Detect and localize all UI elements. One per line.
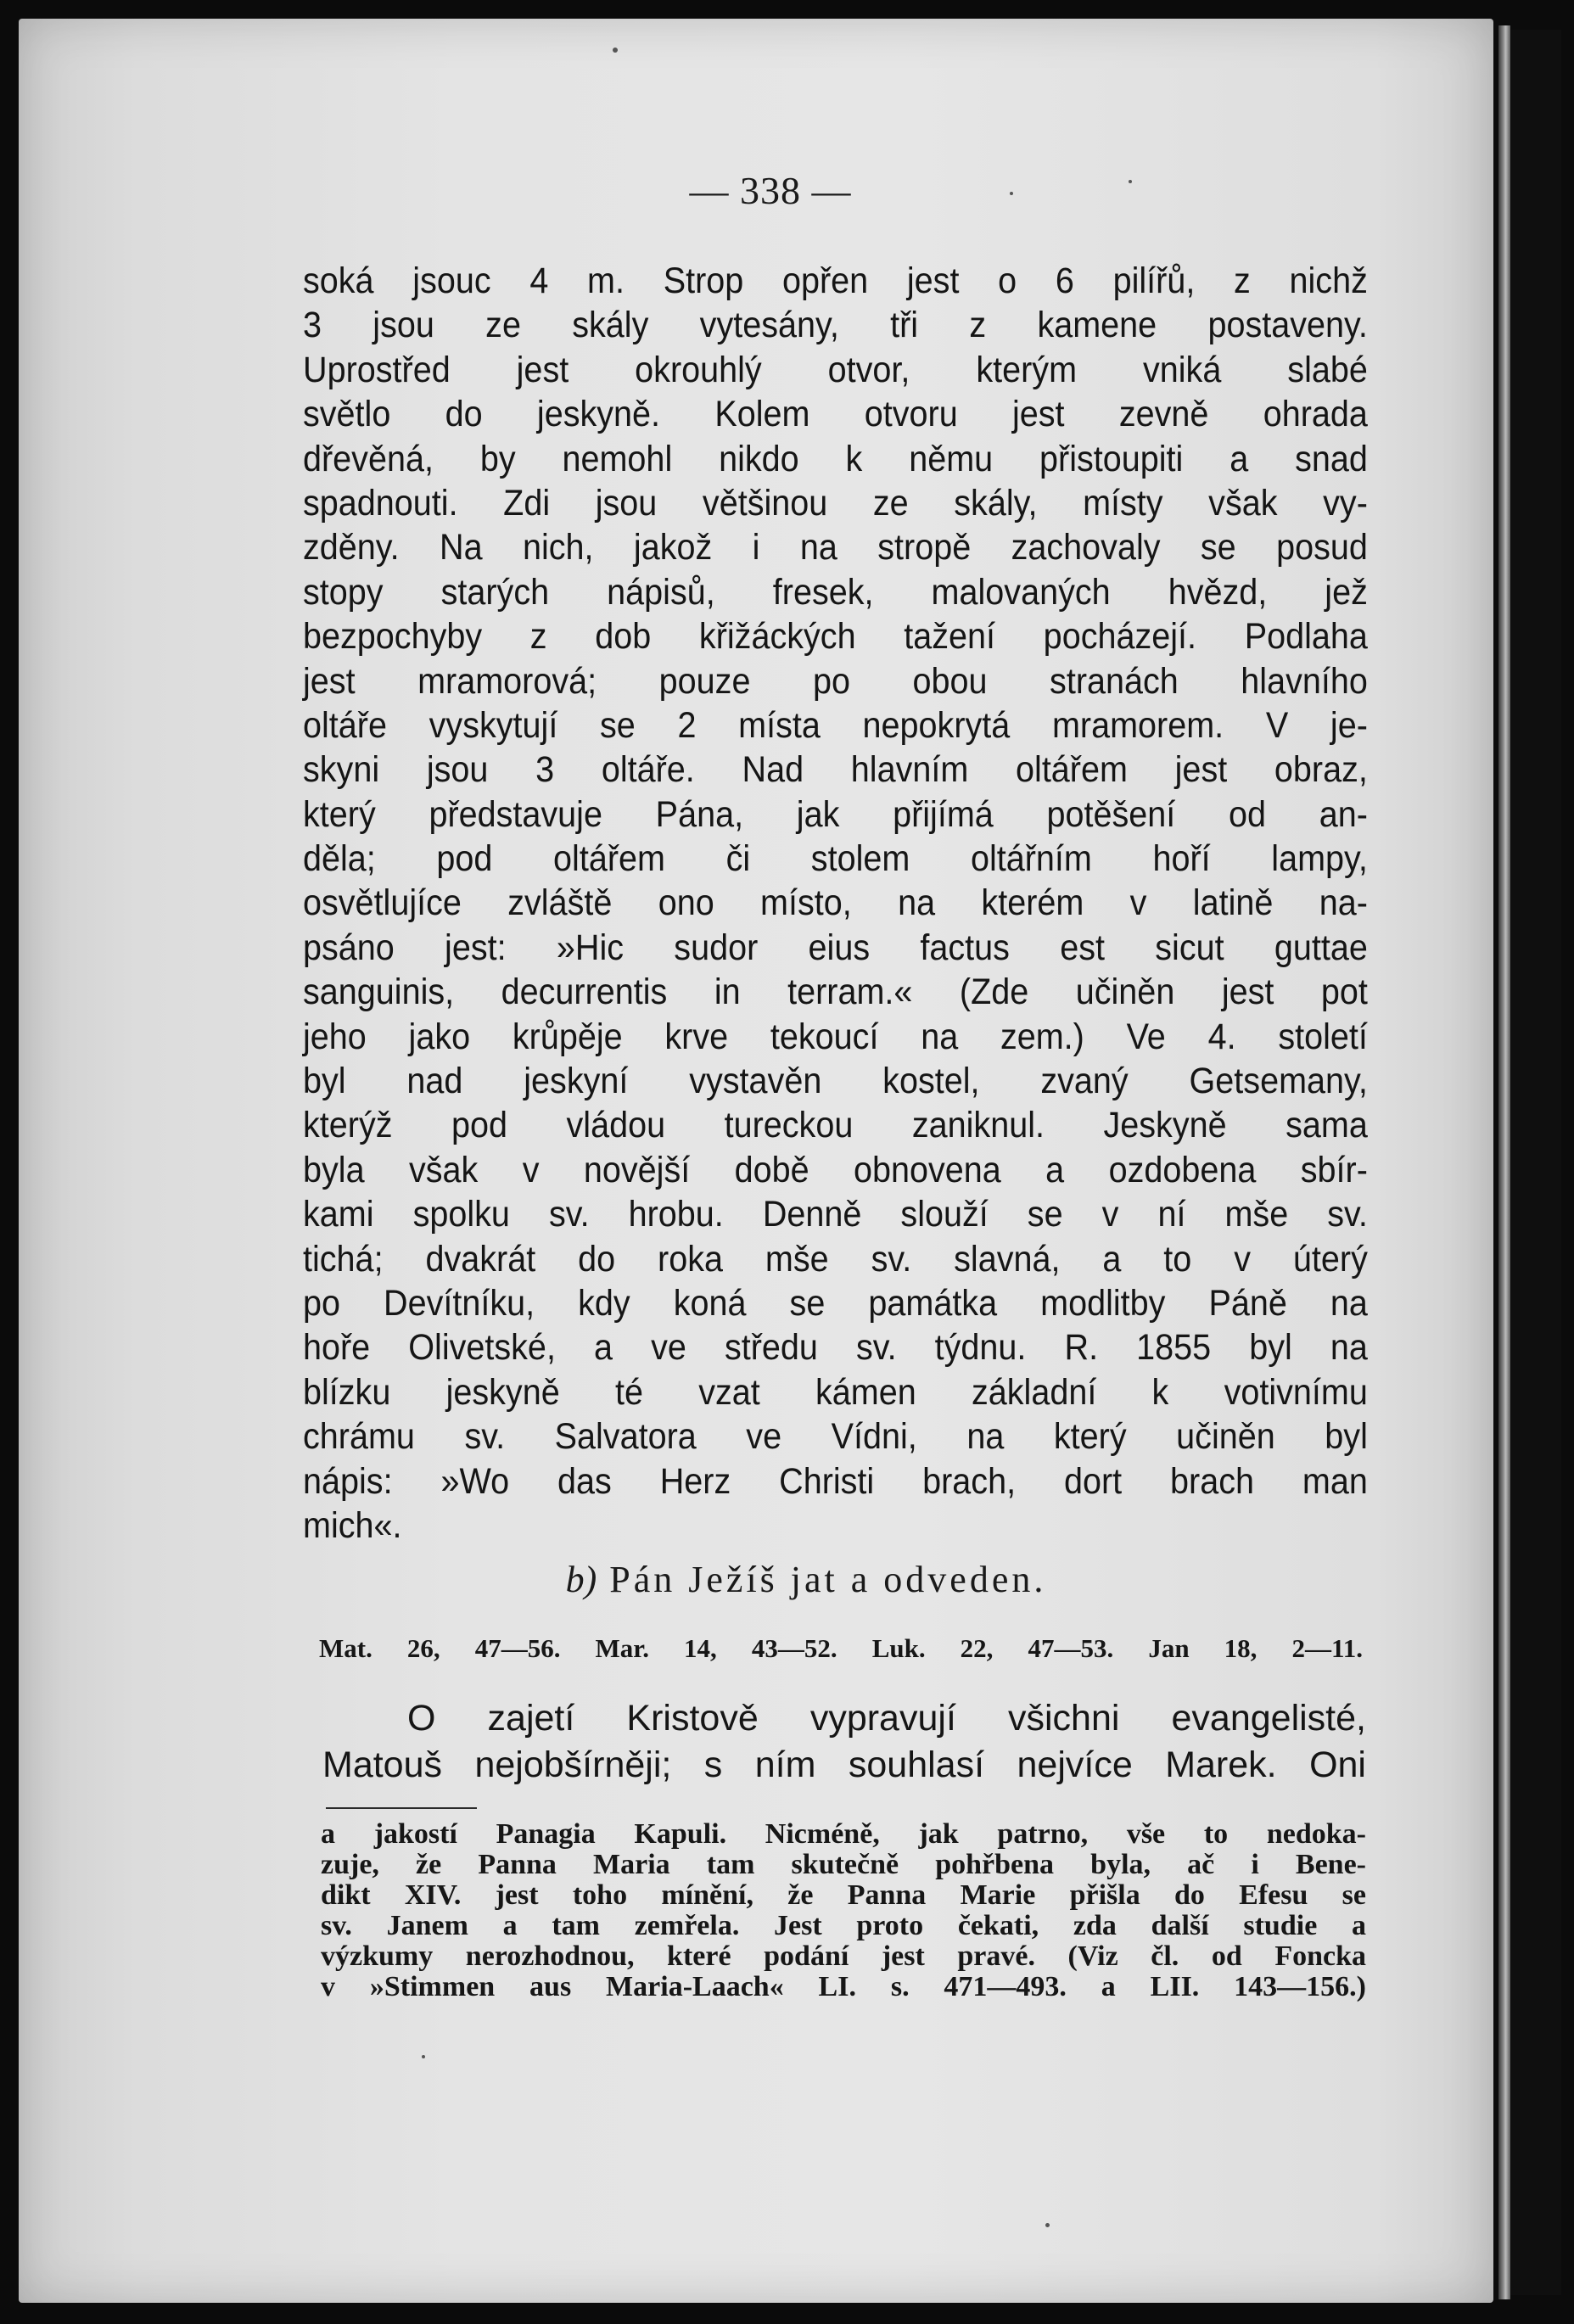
section-title: Pán Ježíš jat a odveden. xyxy=(609,1559,1047,1600)
dust-speck xyxy=(1010,192,1013,195)
text-line: po Devítníku, kdy koná se památka modlitby Páně na xyxy=(303,1282,1368,1324)
text-line: světlo do jeskyně. Kolem otvoru jest zevně ohrada xyxy=(303,394,1368,435)
text-line: dřevěná, by nemohl nikdo k němu přistoupiti a snad xyxy=(303,438,1368,479)
text-line: zuje, že Panna Maria tam skutečně pohřbena byla, ač i Bene- xyxy=(321,1849,1366,1880)
text-line: Uprostřed jest okrouhlý otvor, kterým vniká slabé xyxy=(303,349,1368,390)
text-line: kterýž pod vládou tureckou zaniknul. Jeskyně sama xyxy=(303,1105,1368,1146)
adjacent-page-edge xyxy=(1510,30,1561,2295)
text-line: kami spolku sv. hrobu. Denně slouží se v ní mše sv. xyxy=(303,1194,1368,1235)
text-line: blízku jeskyně té vzat kámen základní k votivnímu xyxy=(303,1371,1368,1413)
text-line: psáno jest: »Hic sudor eius factus est sicut guttae xyxy=(303,927,1368,968)
paragraph-two xyxy=(322,1695,1366,1789)
gospel-references: Mat. 26, 47—56. Mar. 14, 43—52. Luk. 22, 47—53. Jan 18, 2—11. xyxy=(319,1633,1363,1663)
dust-speck xyxy=(422,2055,425,2058)
text-line: O zajetí Kristově vypravují všichni evangelisté, xyxy=(407,1698,1366,1739)
footnote-divider xyxy=(326,1807,477,1809)
text-line: chrámu sv. Salvatora ve Vídni, na který učiněn byl xyxy=(303,1416,1368,1458)
text-line: děla; pod oltářem či stolem oltářním hoří lampy, xyxy=(303,838,1368,880)
section-heading xyxy=(0,1558,1574,1601)
text-line: skyni jsou 3 oltáře. Nad hlavním oltářem jest obraz, xyxy=(303,749,1368,791)
text-line: dikt XIV. jest toho mínění, že Panna Marie přišla do Efesu se xyxy=(321,1879,1366,1911)
body-text xyxy=(303,259,1368,1548)
text-line: spadnouti. Zdi jsou většinou ze skály, místy však vy- xyxy=(303,482,1368,524)
text-line: hoře Olivetské, a ve středu sv. týdnu. R. 1855 byl na xyxy=(303,1327,1368,1369)
text-line: stopy starých nápisů, fresek, malovaných hvězd, jež xyxy=(303,571,1368,613)
text-line: bezpochyby z dob křižáckých tažení pocházejí. Podlaha xyxy=(303,616,1368,658)
footnote xyxy=(321,1819,1366,2002)
text-line: osvětlujíce zvláště ono místo, na kterém v latině na- xyxy=(303,882,1368,924)
page-number: — 338 — xyxy=(689,169,852,212)
text-line: jest mramorová; pouze po obou stranách hlavního xyxy=(303,660,1368,702)
text-line: sanguinis, decurrentis in terram.« (Zde učiněn jest pot xyxy=(303,972,1368,1013)
text-line: soká jsouc 4 m. Strop opřen jest o 6 pilířů, z nichž xyxy=(303,260,1368,301)
text-line: výzkumy nerozhodnou, které podání jest pravé. (Viz čl. od Foncka xyxy=(321,1940,1366,1972)
section-letter: b) xyxy=(565,1559,597,1600)
dust-speck xyxy=(1045,2223,1050,2227)
text-line: zděny. Na nich, jakož i na stropě zachovaly se posud xyxy=(303,527,1368,568)
text-line: v »Stimmen aus Maria-Laach« LI. s. 471—493. a LII. 143—156.) xyxy=(321,1971,1366,2002)
book-gutter xyxy=(1498,25,1510,2299)
text-line: Matouš nejobšírněji; s ním souhlasí nejvíce Marek. Oni xyxy=(322,1744,1366,1785)
text-line: oltáře vyskytují se 2 místa nepokrytá mramorem. V je- xyxy=(303,704,1368,746)
text-line: sv. Janem a tam zemřela. Jest proto čekati, zda další studie a xyxy=(321,1910,1366,1941)
text-line: 3 jsou ze skály vytesány, tři z kamene postaveny. xyxy=(303,305,1368,346)
text-line: který představuje Pána, jak přijímá potěšení od an- xyxy=(303,793,1368,835)
dust-speck xyxy=(1129,180,1132,183)
text-line: jeho jako krůpěje krve tekoucí na zem.) Ve 4. století xyxy=(303,1016,1368,1057)
text-line: nápis: »Wo das Herz Christi brach, dort brach man xyxy=(303,1460,1368,1502)
text-line: byla však v novější době obnovena a ozdobena sbír- xyxy=(303,1149,1368,1190)
text-line: byl nad jeskyní vystavěn kostel, zvaný Getsemany, xyxy=(303,1061,1368,1102)
text-line: mich«. xyxy=(303,1504,402,1546)
dust-speck xyxy=(613,48,618,53)
text-line: a jakostí Panagia Kapuli. Nicméně, jak patrno, vše to nedoka- xyxy=(321,1818,1366,1850)
text-line: tichá; dvakrát do roka mše sv. slavná, a to v úterý xyxy=(303,1238,1368,1280)
